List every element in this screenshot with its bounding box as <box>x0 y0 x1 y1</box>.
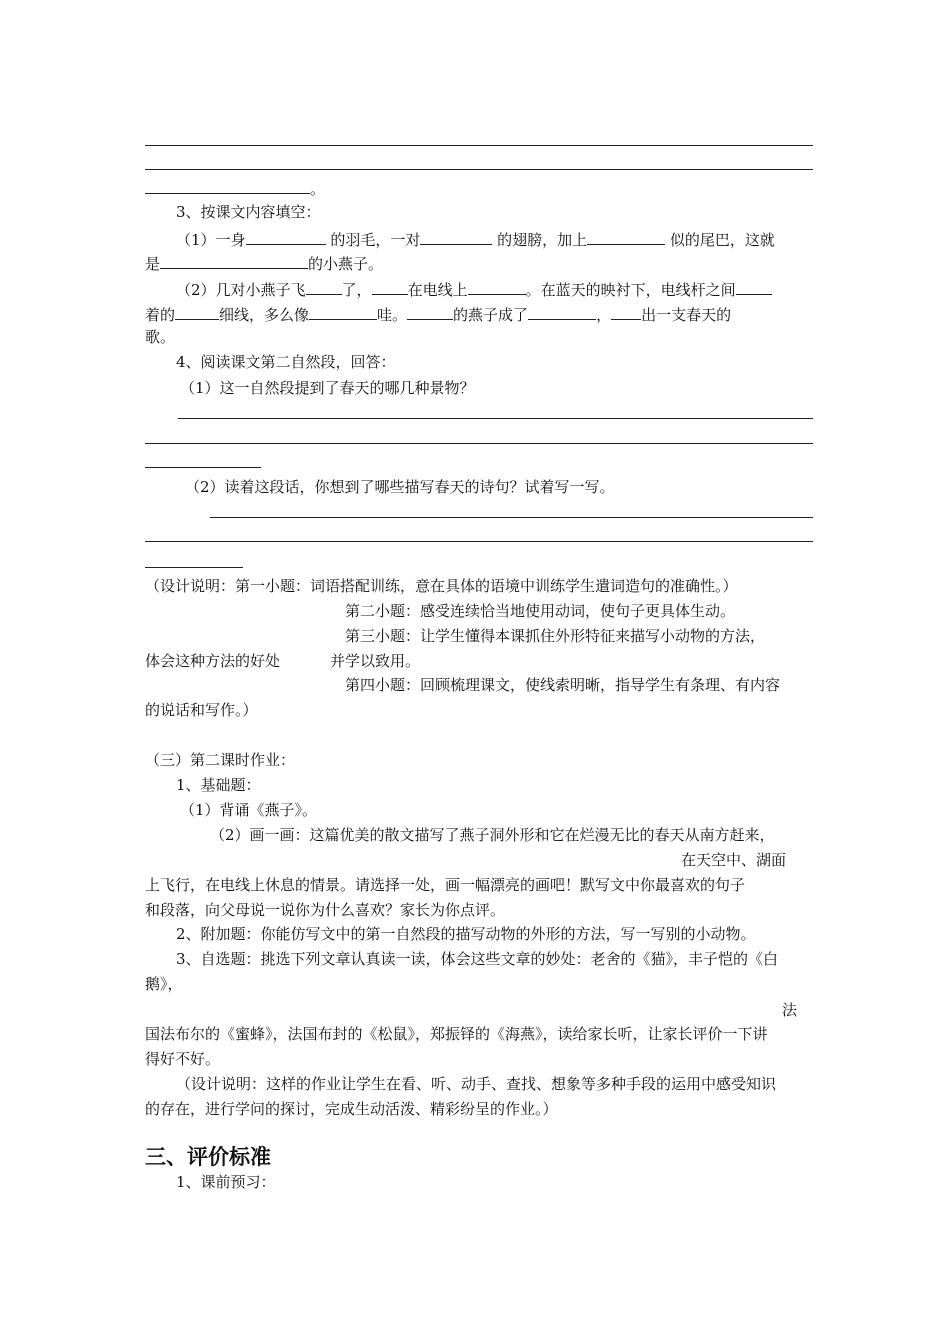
blank <box>736 277 772 295</box>
design-note-6: 的说话和写作。） <box>145 701 258 719</box>
answer-line <box>210 517 813 518</box>
q3-part2-line1: （2）几对小燕子飞 了， 在电线上 。在蓝天的映衬下，电线杆之间 <box>176 277 772 300</box>
design-note-5: 第四小题：回顾梳理课文，使线索明晰，指导学生有条理、有内容 <box>345 676 781 694</box>
hw2-basic-2-right: 在天空中、湖面 <box>681 851 787 869</box>
blank <box>420 227 492 245</box>
q4-title: 4、阅读课文第二自然段，回答： <box>176 353 396 371</box>
design-note-1: （设计说明：第一小题：词语搭配训练，意在具体的语境中训练学生遣词造句的准确性。） <box>145 577 738 595</box>
blank <box>160 251 308 269</box>
design-note-3: 第三小题：让学生懂得本课抓住外形特征来描写小动物的方法， <box>345 627 766 645</box>
hw2-optional-3: 国法布尔的《蜜蜂》，法国布封的《松鼠》，郑振铎的《海燕》，读给家长听，让家长评价一下讲 <box>145 1025 768 1043</box>
q3-part1-line2: 是 的小燕子。 <box>145 251 383 274</box>
q3-title: 3、按课文内容填空： <box>176 203 321 221</box>
hw2-basic-2: （2）画一画：这篇优美的散文描写了燕子洞外形和它在烂漫无比的春天从南方赶来， <box>210 826 775 844</box>
hw2-optional-2: 鹅》， <box>145 975 183 993</box>
answer-line <box>145 169 813 170</box>
blank <box>145 176 310 194</box>
hw2-design-b: 的存在，进行学问的探讨，完成生动活泼、精彩纷呈的作业。） <box>145 1100 558 1118</box>
tail-period: 。 <box>310 180 326 198</box>
hw2-basic: 1、基础题： <box>176 776 261 794</box>
hw2-optional-4: 得好不好。 <box>145 1050 221 1068</box>
hw2-optional-1: 3、自选题：挑选下列文章认真读一读，体会这些文章的妙处：老舍的《猫》，丰子恺的《白 <box>176 950 779 968</box>
design-note-4a: 体会这种方法的好处 <box>145 652 281 670</box>
hw2-basic-2-cont1: 上飞行，在电线上休息的情景。请选择一处，画一幅漂亮的画吧！默写文中你最喜欢的句子 <box>145 876 746 894</box>
answer-line <box>145 145 813 146</box>
q3-part2-line2: 着的 细线，多么像 哇。 的燕子成了 ， 出一支春天的 <box>145 302 731 325</box>
q4-sub2: （2）读着这段话，你想到了哪些描写春天的诗句？试着写一写。 <box>185 478 615 496</box>
hw2-design-a: （设计说明：这样的作业让学生在看、听、动手、查找、想象等多种手段的运用中感受知识 <box>176 1075 777 1093</box>
design-note-4b: 并学以致用。 <box>330 652 421 670</box>
answer-line <box>145 567 243 568</box>
answer-line-tail <box>145 176 325 199</box>
blank <box>246 227 326 245</box>
blank <box>372 277 408 295</box>
blank <box>407 302 453 320</box>
answer-line <box>145 541 813 542</box>
hw2-optional-right: 法 <box>782 1001 798 1019</box>
blank <box>611 302 641 320</box>
blank <box>309 302 377 320</box>
hw2-basic-1: （1）背诵《燕子》。 <box>180 801 318 819</box>
blank <box>175 302 219 320</box>
q3-part1-line1: （1）一身 的羽毛，一对 的翅膀，加上 似的尾巴，这就 <box>176 227 775 250</box>
q3-part2-line3: 歌。 <box>145 328 176 346</box>
answer-line <box>178 418 813 419</box>
blank <box>306 277 342 295</box>
section-heading: 三、评价标准 <box>145 1145 271 1169</box>
section3-item1: 1、课前预习： <box>176 1173 276 1191</box>
hw2-extra: 2、附加题：你能仿写文中的第一自然段的描写动物的外形的方法，写一写别的小动物。 <box>176 925 756 943</box>
answer-line <box>145 443 813 444</box>
design-note-2: 第二小题：感受连续恰当地使用动词，使句子更具体生动。 <box>345 602 736 620</box>
blank <box>468 277 526 295</box>
hw2-title: （三）第二课时作业： <box>145 751 296 769</box>
q4-sub1: （1）这一自然段提到了春天的哪几种景物？ <box>180 379 475 397</box>
answer-line <box>145 467 261 468</box>
hw2-basic-2-cont2: 和段落，向父母说一说你为什么喜欢？家长为你点评。 <box>145 901 506 919</box>
blank <box>528 302 596 320</box>
blank <box>587 227 665 245</box>
